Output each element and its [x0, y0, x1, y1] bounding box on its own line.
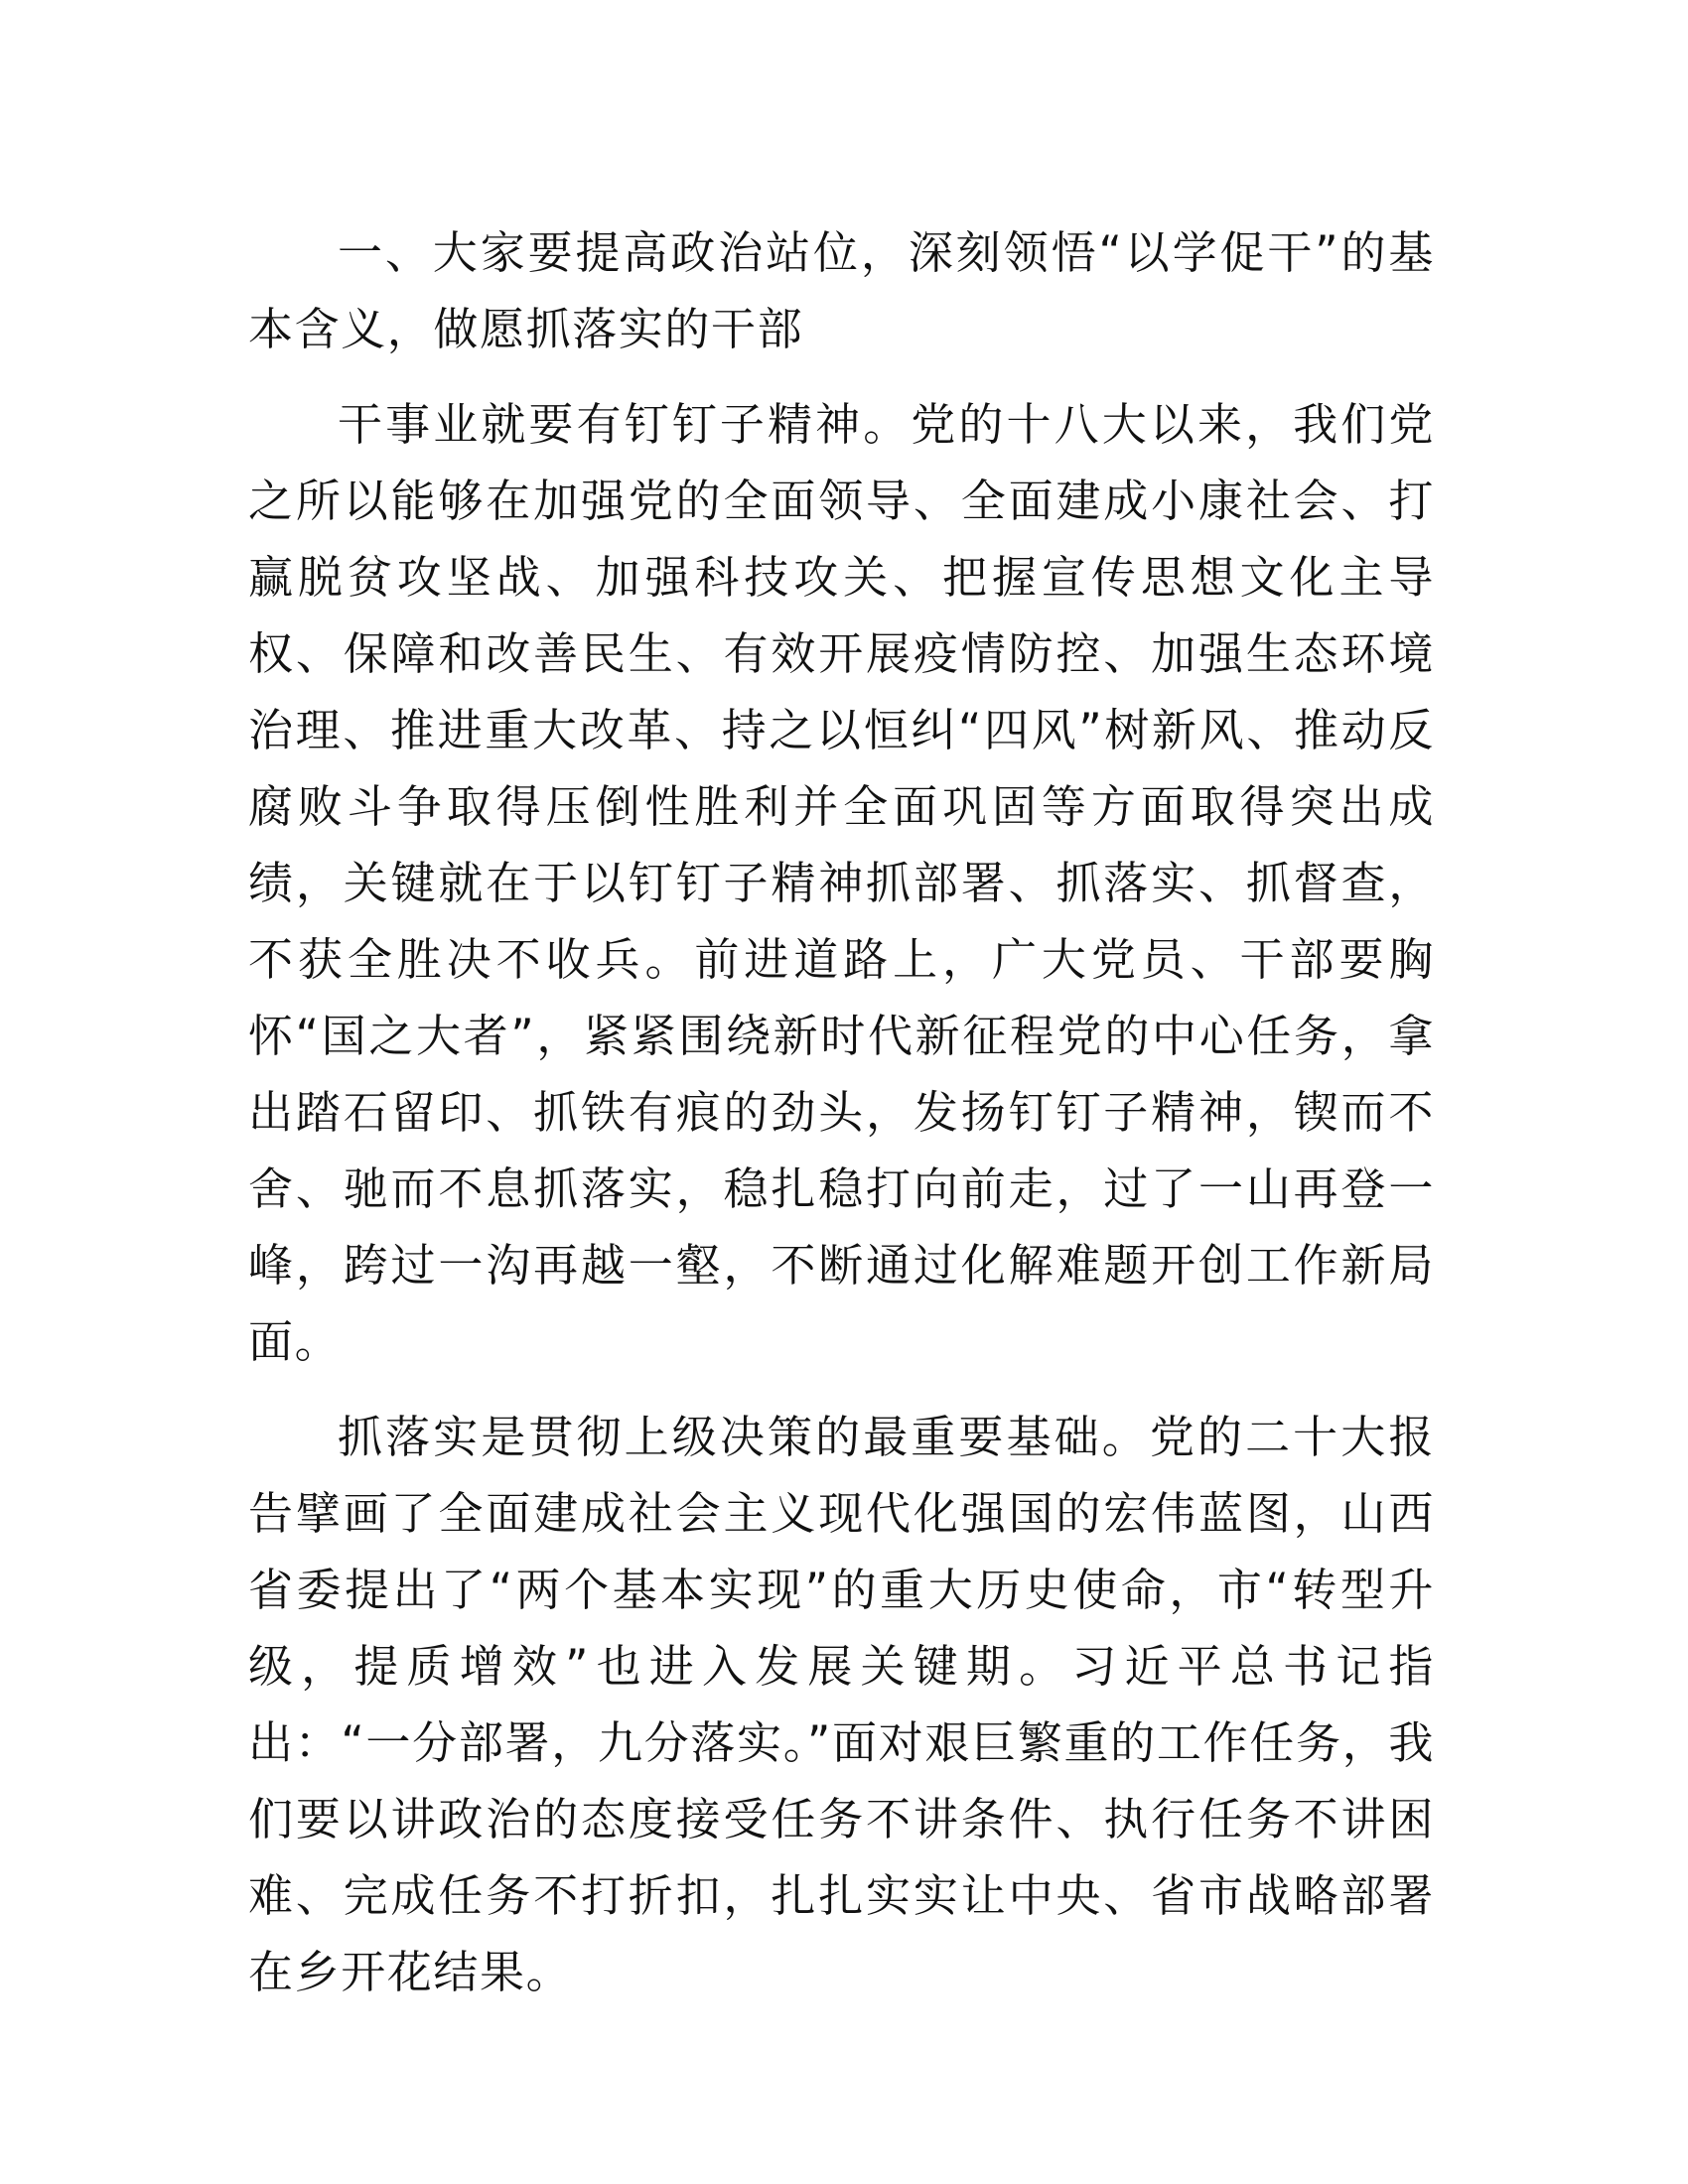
body-paragraph-1: 干事业就要有钉钉子精神。党的十八大以来，我们党之所以能够在加强党的全面领导、全面建成小康社会、打赢脱贫攻坚战、加强科技攻关、把握宣传思想文化主导权、保障和改善民生、有效开展疫情防控、加强生态环境治理、推进重大改革、持之以恒纠“四风”树新风、推动反腐败斗争取得压倒性胜利并全面巩固等方面取得突出成绩，关键就在于以钉钉子精神抓部署、抓落实、抓督查，不获全胜决不收兵。前进道路上，广大党员、干部要胸怀“国之大者”，紧紧围绕新时代新征程党的中心任务，拿出踏石留印、抓铁有痕的劲头，发扬钉钉子精神，锲而不舍、驰而不息抓落实，稳扎稳打向前走，过了一山再登一峰，跨过一沟再越一壑，不断通过化解难题开创工作新局面。 [248, 398, 1435, 1368]
section-heading: 一、大家要提高政治站位，深刻领悟“以学促干”的基本含义，做愿抓落实的干部 [248, 226, 1435, 355]
document-body [248, 214, 1435, 2029]
body-paragraph-2: 抓落实是贯彻上级决策的最重要基础。党的二十大报告擘画了全面建成社会主义现代化强国的宏伟蓝图，山西省委提出了“两个基本实现”的重大历史使命，市“转型升级，提质增效”也进入发展关键期。习近平总书记指出：“一分部署，九分落实。”面对艰巨繁重的工作任务，我们要以讲政治的态度接受任务不讲条件、执行任务不讲困难、完成任务不打折扣，扎扎实实让中央、省市战略部署在乡开花结果。 [248, 1411, 1435, 1998]
